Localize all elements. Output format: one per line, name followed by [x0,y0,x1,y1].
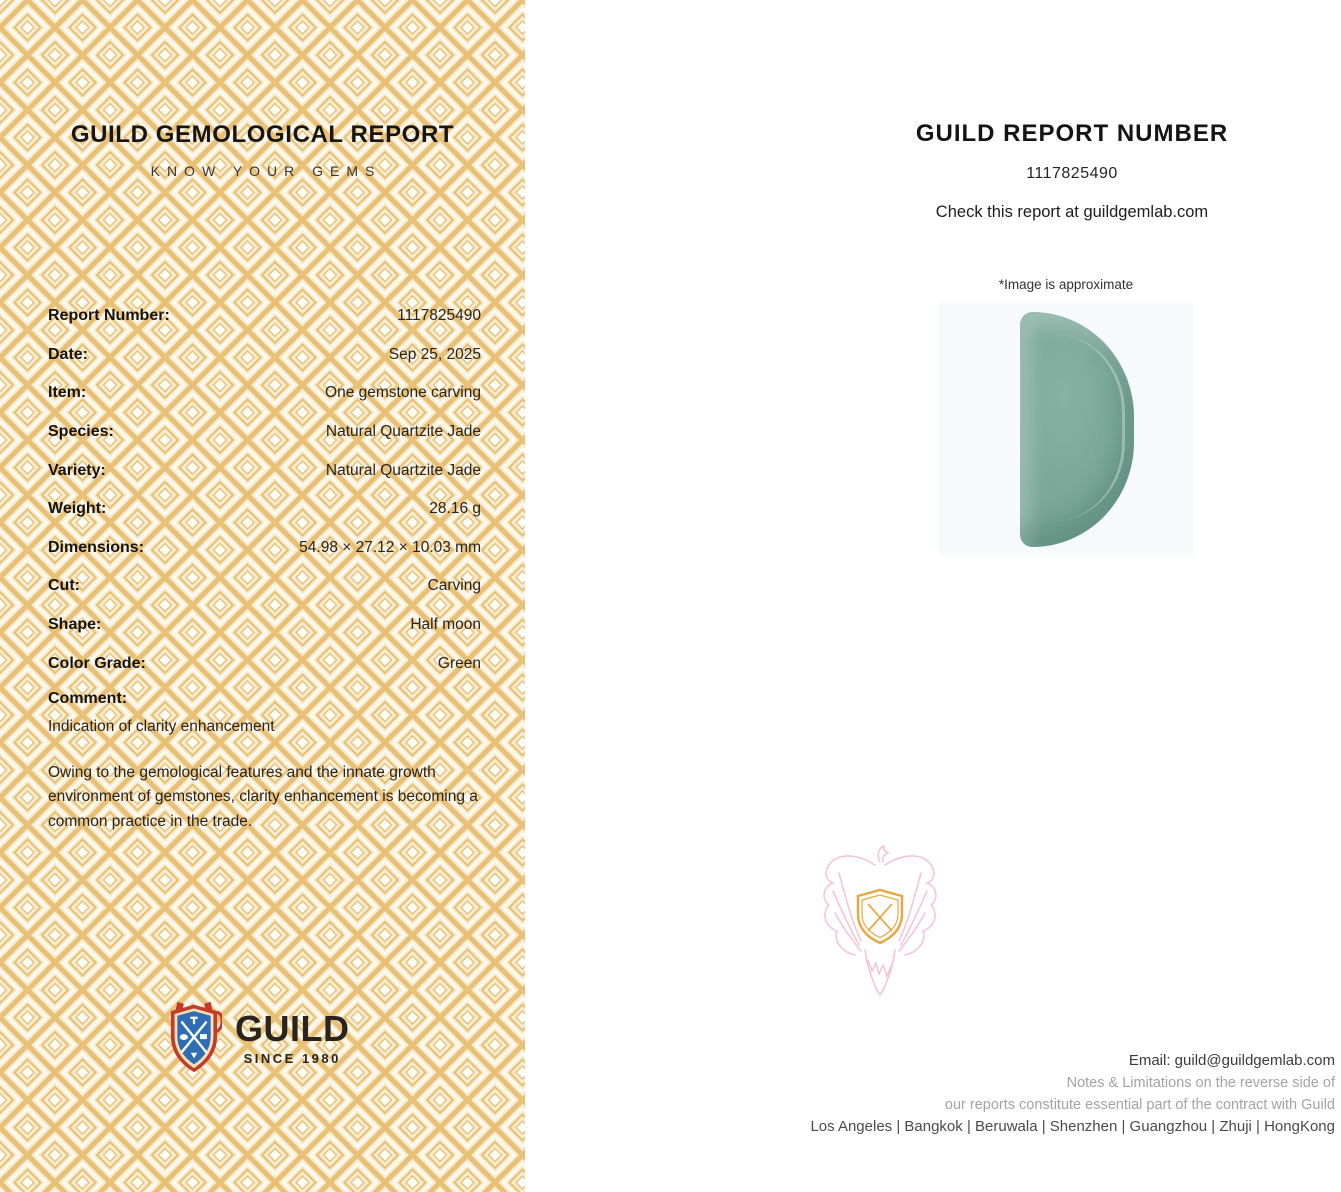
field-label: Color Grade: [48,654,146,672]
guild-shield-icon [166,1001,222,1075]
field-label: Variety: [48,461,106,479]
verification-url-text: Check this report at guildgemlab.com [935,203,1209,221]
image-approximate-note: *Image is approximate [998,277,1134,292]
field-value: 54.98 × 27.12 × 10.03 mm [299,538,481,556]
field-value: Carving [427,577,481,595]
report-subtitle: KNOW YOUR GEMS [150,163,382,179]
field-label: Item: [48,384,87,402]
field-row-item [48,374,481,413]
field-label: Cut: [48,577,80,595]
field-label: Date: [48,345,89,363]
gem-carved-ridge [1054,334,1125,521]
guild-logo-text [235,1007,350,1066]
field-value: Half moon [410,616,481,634]
comment-value: Indication of clarity enhancement [48,718,275,735]
field-row-report-number [48,297,481,336]
field-value: 1117825490 [397,307,481,325]
field-row-species [48,413,481,452]
field-row-weight [48,490,481,529]
guild-eagle-crest-watermark [805,838,955,1003]
half-moon-jade-gem [1020,312,1134,547]
field-row-cut [48,567,481,606]
comment-label: Comment: [48,690,128,707]
report-number-title: GUILD REPORT NUMBER [915,120,1229,147]
field-value: Green [437,654,481,672]
field-row-variety [48,451,481,490]
footer-notes-line2: our reports constitute essential part of the contract with Guild [944,1097,1335,1113]
field-value: Natural Quartzite Jade [325,423,481,441]
guild-logo-tagline: SINCE 1980 [243,1050,341,1066]
report-right-page [525,0,1341,1192]
footer-locations: Los Angeles | Bangkok | Beruwala | Shenzhen | Guangzhou | Zhuji | HongKong [810,1118,1335,1135]
report-title: GUILD GEMOLOGICAL REPORT [70,121,455,148]
report-left-page [0,0,525,1192]
field-row-dimensions [48,529,481,568]
footer-email: Email: guild@guildgemlab.com [1128,1052,1335,1069]
guild-logo-name: GUILD [235,1007,350,1049]
field-label: Report Number: [48,307,170,325]
field-row-shape [48,606,481,645]
comment-paragraph: Owing to the gemological features and the innate growth environment of gemstones, clarity enhancement is becoming a common practice in the trade. [48,764,478,830]
report-number-value: 1117825490 [1026,165,1118,182]
guild-logo [166,1001,350,1075]
field-label: Weight: [48,500,107,518]
report-footer [810,1050,1335,1138]
field-label: Dimensions: [48,538,145,556]
field-value: Natural Quartzite Jade [325,461,481,479]
left-page-content [0,0,525,1192]
gemstone-photo [939,303,1193,556]
field-row-date [48,336,481,375]
field-value: One gemstone carving [325,384,481,402]
field-value: 28.16 g [429,500,481,518]
report-fields-table [48,297,481,683]
field-label: Species: [48,423,114,441]
field-label: Shape: [48,616,102,634]
footer-notes-line1: Notes & Limitations on the reverse side of [1066,1075,1335,1091]
field-value: Sep 25, 2025 [388,345,481,363]
right-page-header [862,0,1282,222]
field-row-color-grade [48,644,481,683]
